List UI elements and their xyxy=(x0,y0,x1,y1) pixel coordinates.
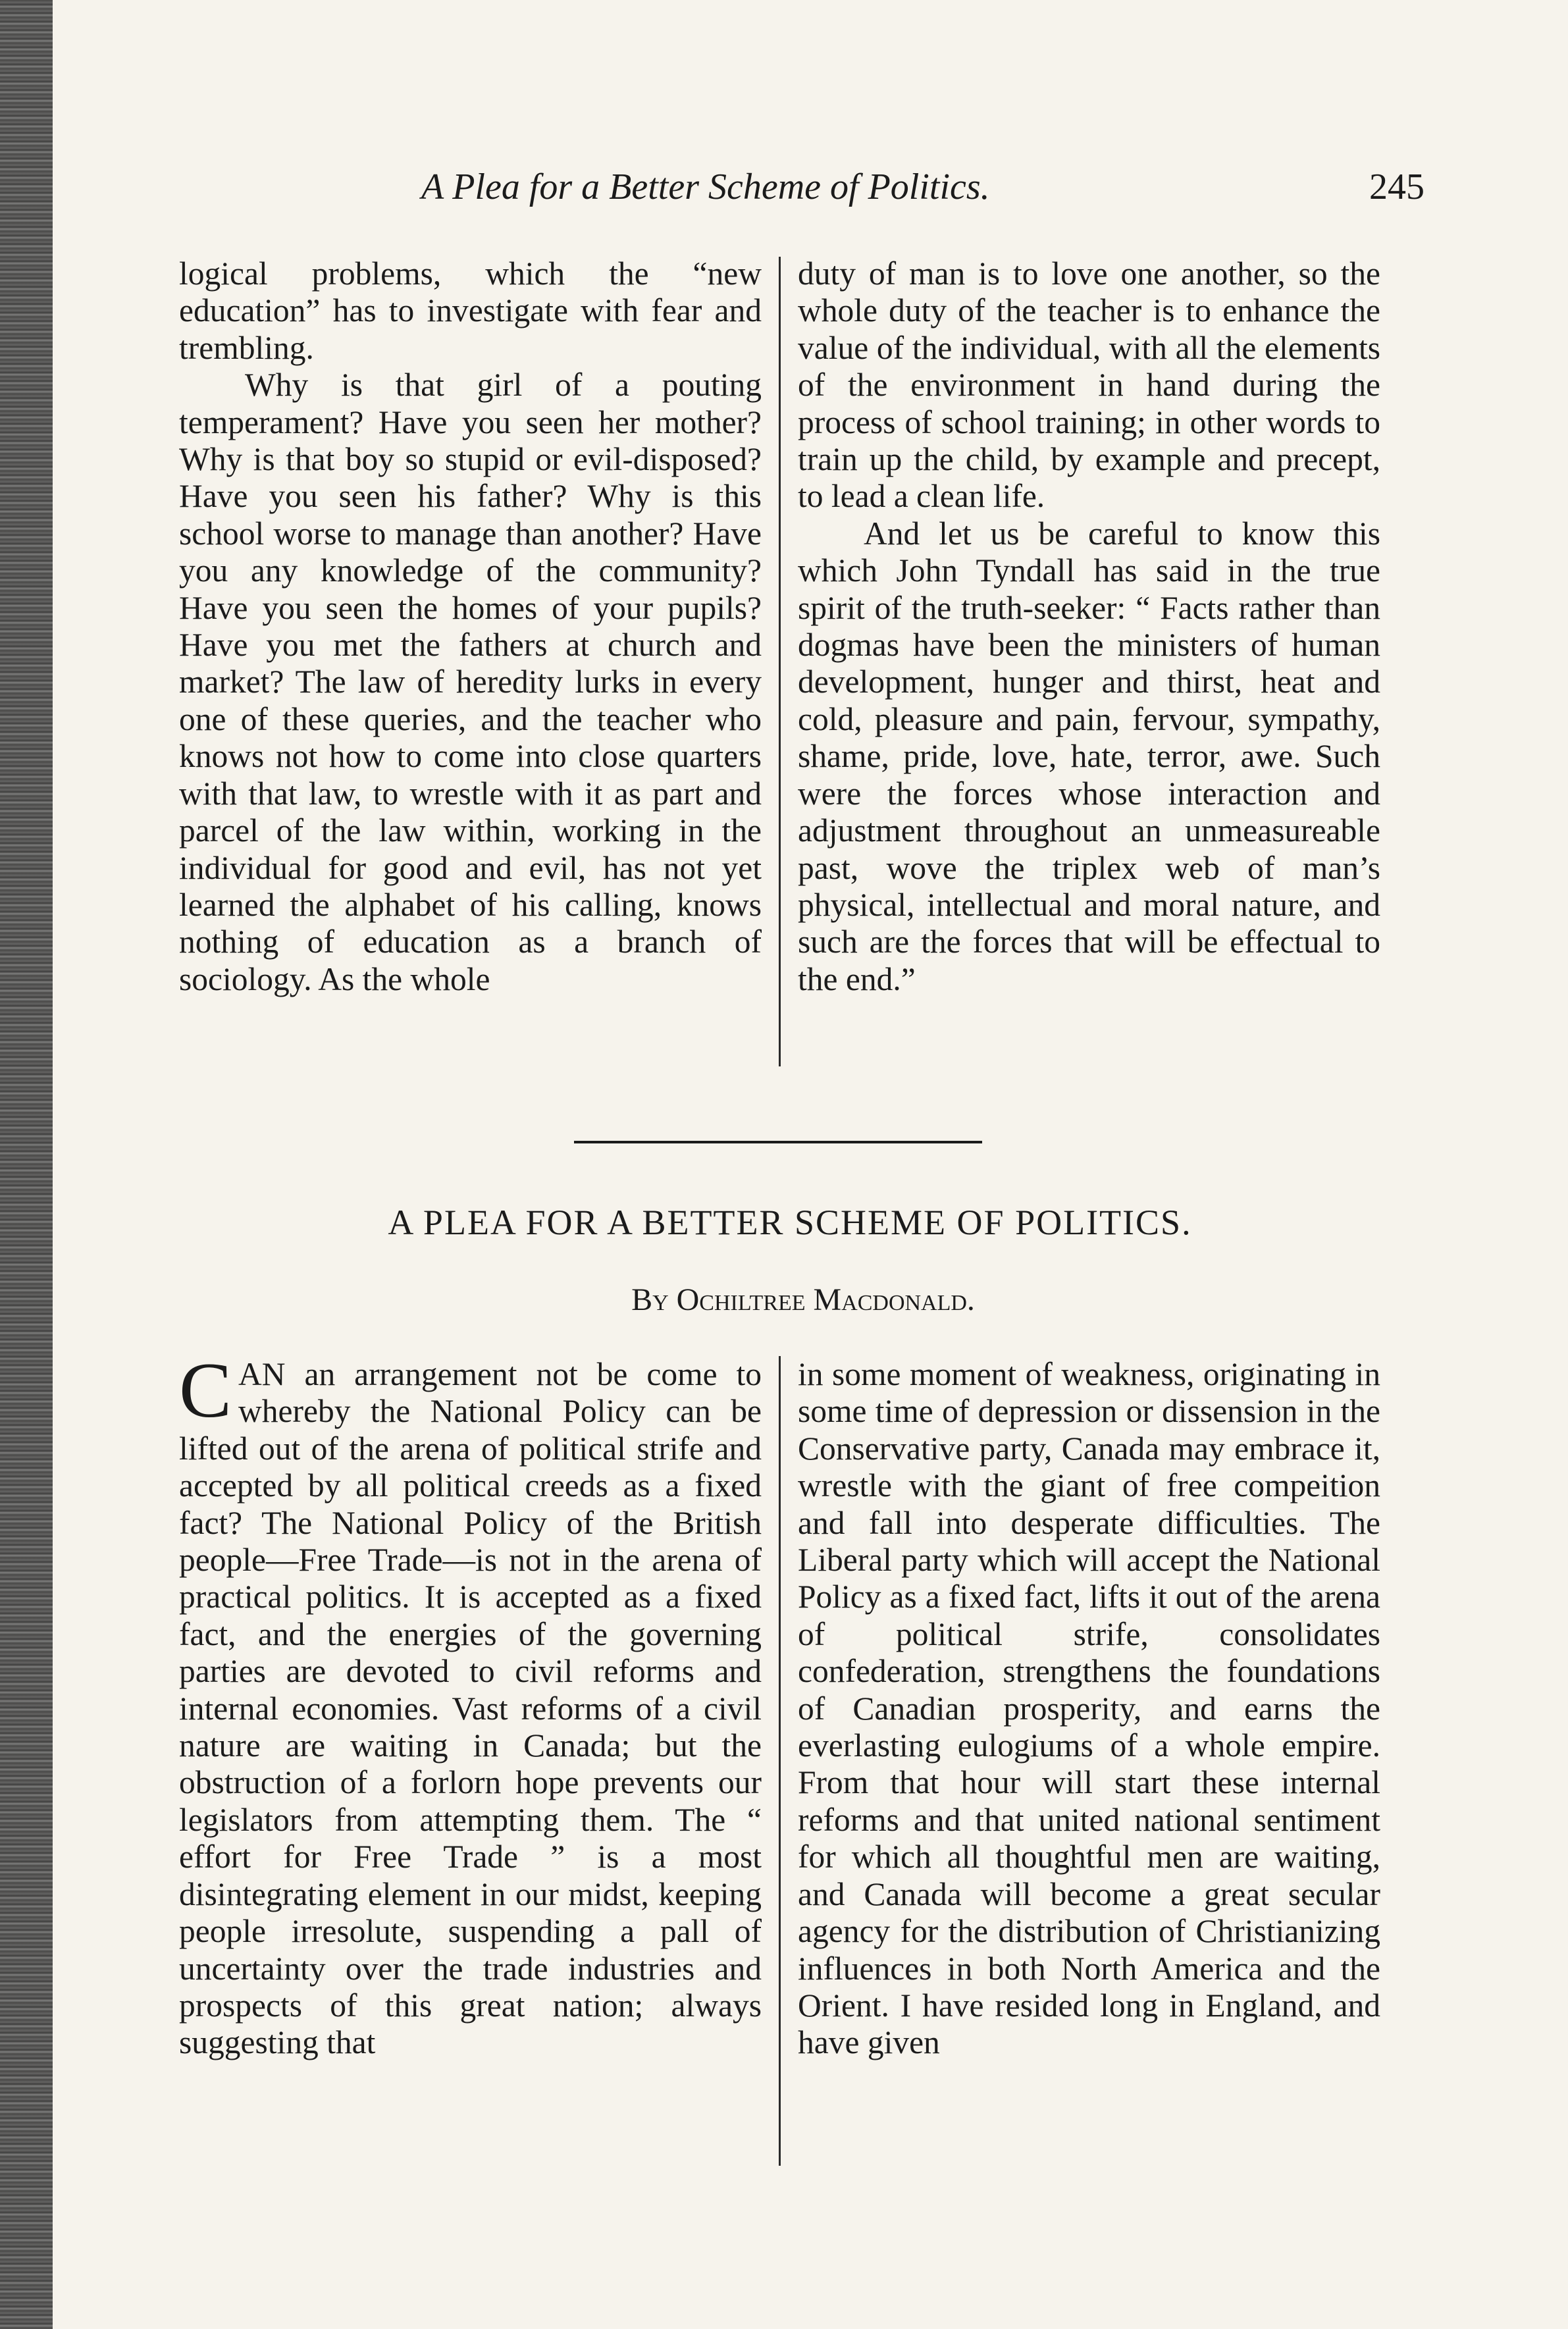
prior-article-right-column xyxy=(798,255,1380,998)
page-binding-edge xyxy=(0,0,53,2329)
column-divider xyxy=(779,1356,781,2166)
paragraph: And let us be careful to know this which John Tyndall has said in the true spirit of the truth-seeker: “ Facts rather than dogmas have been the ministers of human development, hunger and thirst, heat and cold, pleasure and pain, fervour, sympathy, shame, pride, love, hate, terror, awe. Such were the forces whose interaction and adjustment throughout an unmeasureable past, wove the triplex web of man’s physical, intellectual and moral nature, and such are the forces that will be effectual to the end.” xyxy=(798,515,1380,997)
running-head: A Plea for a Better Scheme of Politics. xyxy=(421,167,990,207)
paragraph xyxy=(179,1346,762,2062)
paragraph: duty of man is to love one another, so the whole duty of the teacher is to enhance the value of the individual, with all the elements of the environment in hand during the process of school training; in other words to train up the child, by example and precept, to lead a clean life. xyxy=(798,255,1380,515)
drop-cap: C xyxy=(179,1346,232,1434)
prior-article-left-column xyxy=(179,255,762,998)
paragraph: logical problems, which the “new education” has to investigate with fear and trembling. xyxy=(179,255,762,366)
paragraph: Why is that girl of a pouting temperament? Have you seen her mother? Why is that boy so stupid or evil-disposed? Have you seen his father? Why is this school worse to manage than another? Have you any knowledge of the community? Have you seen the homes of your pupils? Have you met the fathers at church and market? The law of heredity lurks in every one of these queries, and the teacher who knows not how to come into close quarters with that law, to wrestle with it as part and parcel of the law within, working in the individual for good and evil, has not yet learned the alphabet of his calling, knows nothing of education as a branch of sociology. As the whole xyxy=(179,367,762,997)
paragraph-text: AN an arrangement not be come to whereby the National Policy can be lifted out of the arena of political strife and accepted by all political creeds as a fixed fact? The National Policy of the British people—Free Trade—is not in the arena of practical politics. It is accepted as a fixed fact, and the energies of the governing parties are devoted to civil reforms and internal economies. Vast reforms of a civil nature are waiting in Canada; but the obstruction of a forlorn hope prevents our legislators from attempting them. The “ effort for Free Trade ” is a most disintegrating element in our midst, keeping people irresolute, suspending a pall of uncertainty over the trade industries and prospects of this great nation; always suggesting that xyxy=(179,1356,762,2061)
article-title: A PLEA FOR A BETTER SCHEME OF POLITICS. xyxy=(388,1203,1192,1242)
article-right-column xyxy=(798,1356,1380,2062)
column-divider xyxy=(779,257,781,1066)
article-left-column xyxy=(179,1346,762,2062)
page-number: 245 xyxy=(1369,167,1424,207)
section-divider xyxy=(574,1141,982,1143)
article-byline: By Ochiltree Macdonald. xyxy=(631,1282,975,1317)
paragraph: in some moment of weakness, originating in some time of depression or dissension in the Conservative party, Canada may embrace it, wrestle with the giant of free compeition and fall into desperate difficulties. The Liberal party which will accept the National Policy as a fixed fact, lifts it out of the arena of political strife, consolidates confederation, strengthens the foundations of Canadian prosperity, and earns the everlasting eulogiums of a whole empire. From that hour will start these internal reforms and that united national sentiment for which all thoughtful men are waiting, and Canada will become a great secular agency for the distribution of Christianizing influences in both North America and the Orient. I have resided long in England, and have given xyxy=(798,1356,1380,2061)
